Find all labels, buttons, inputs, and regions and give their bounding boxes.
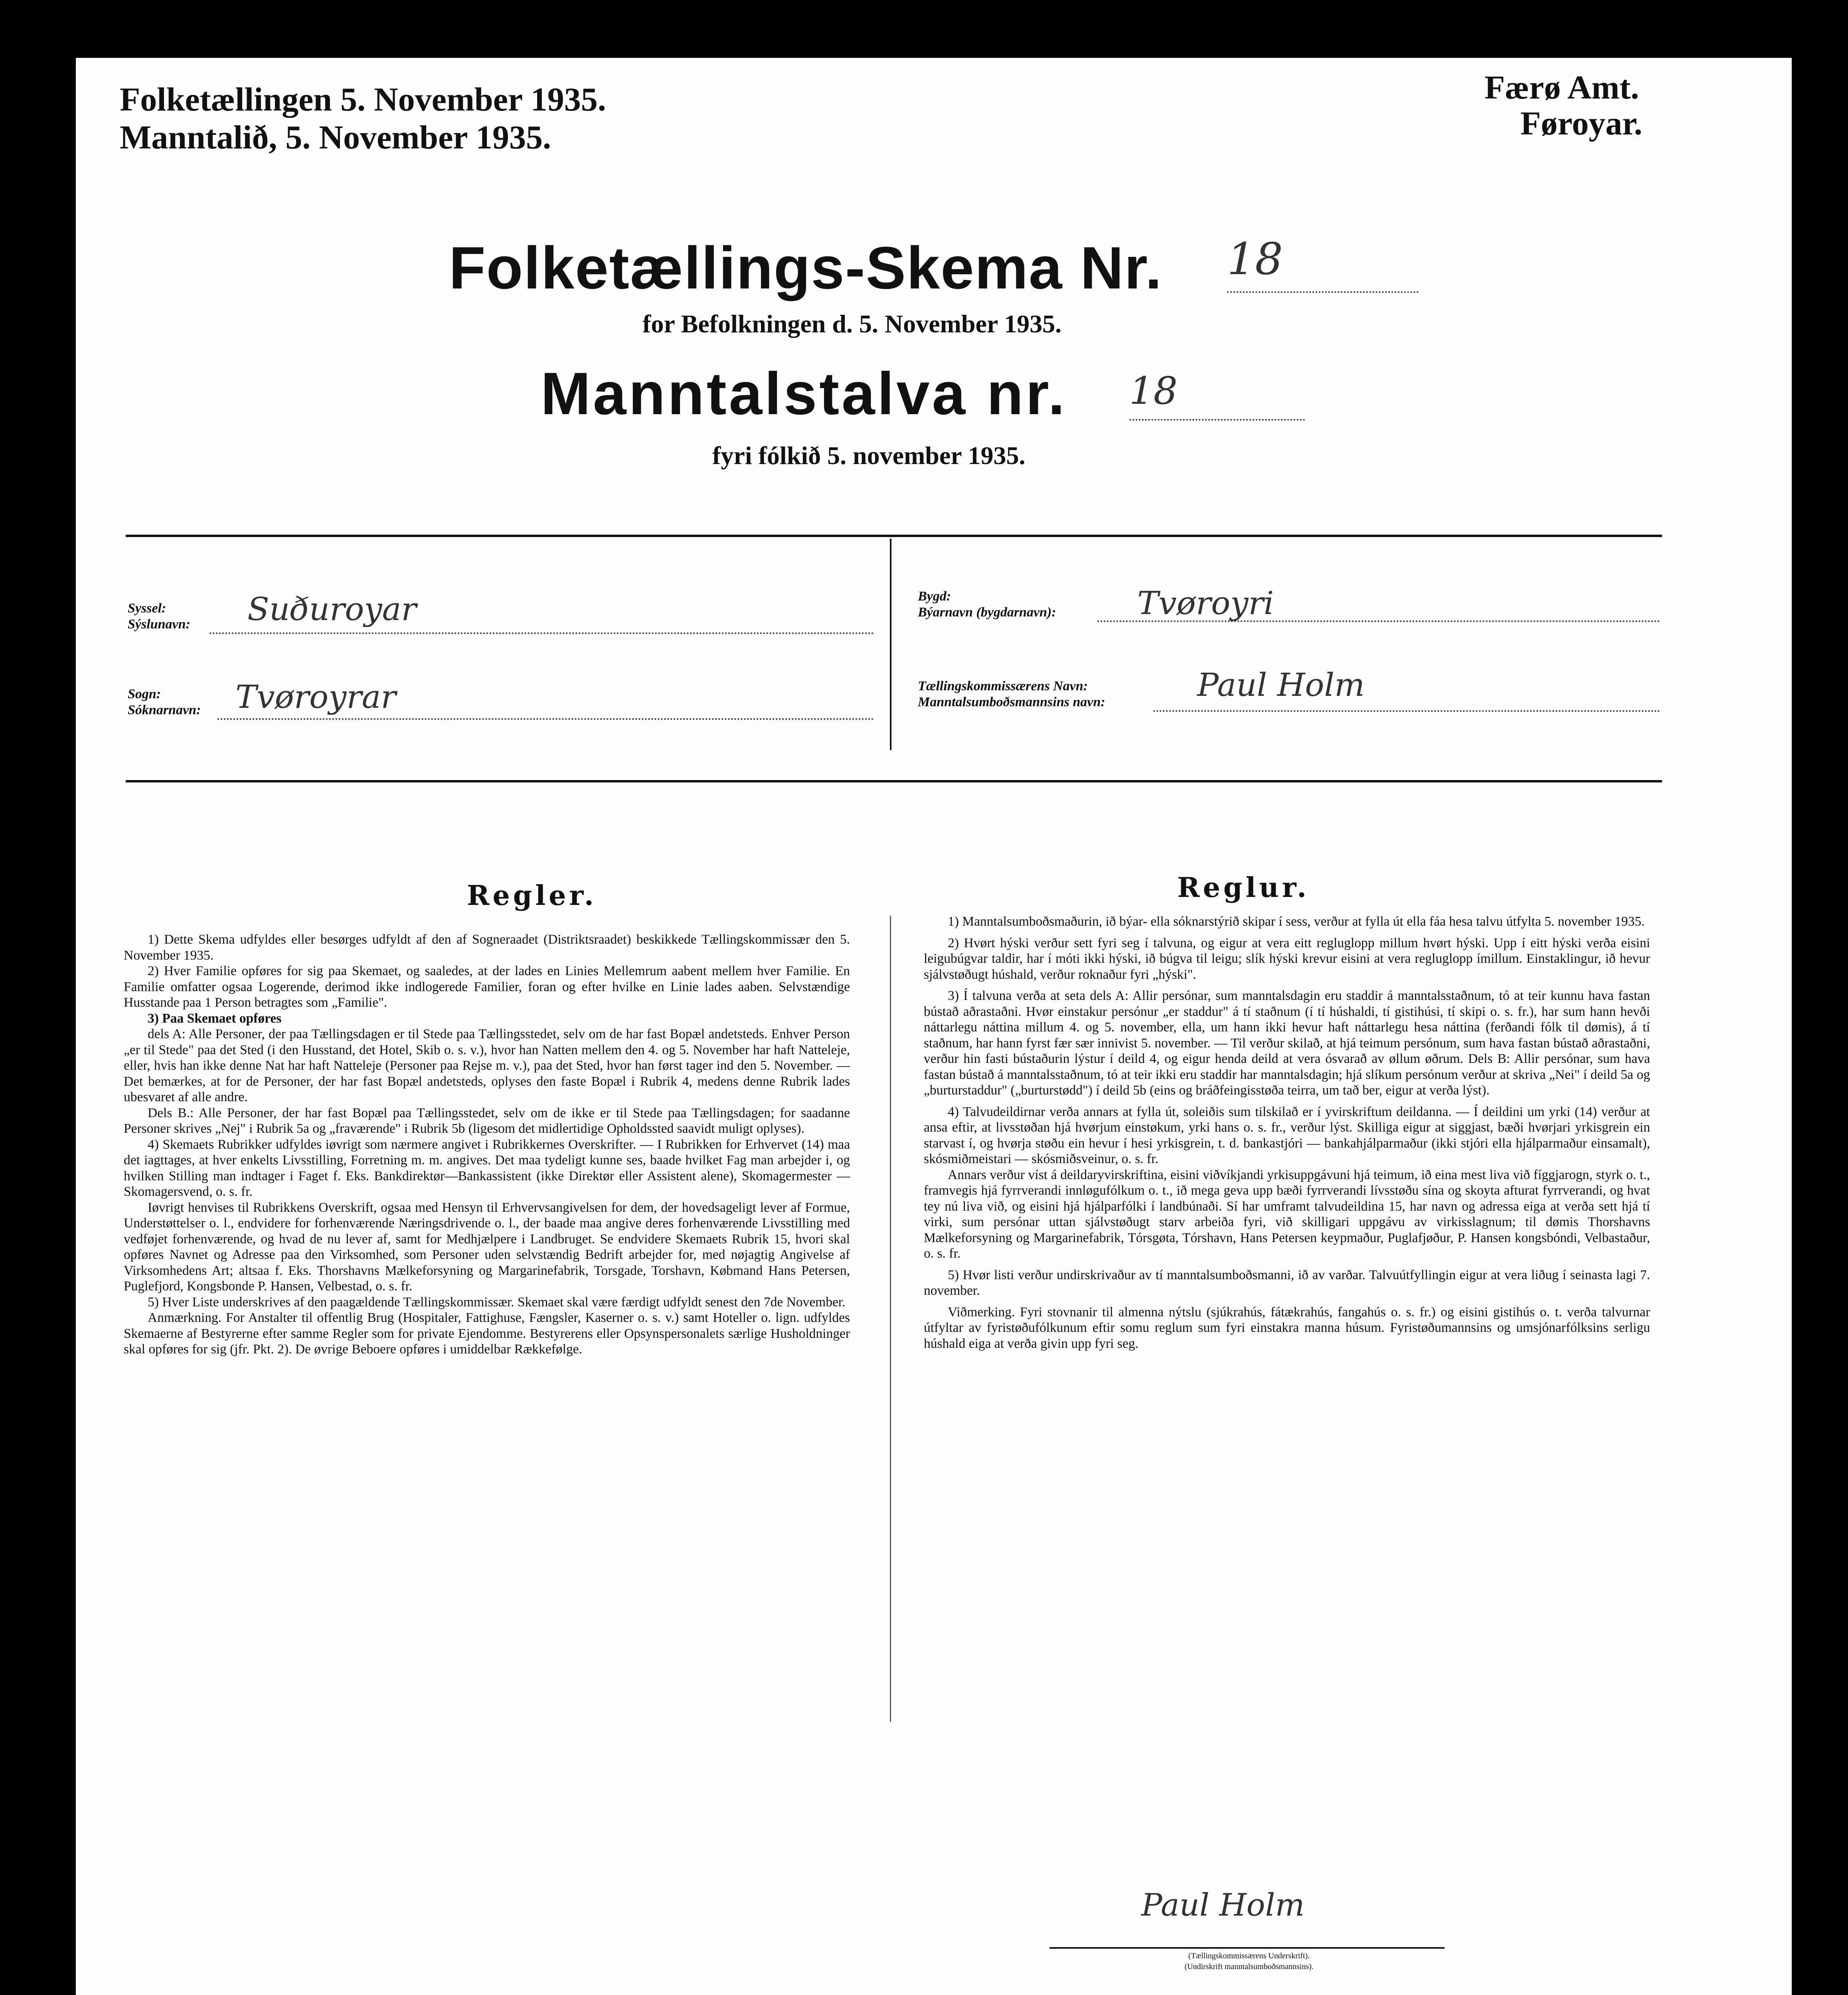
- form-subtitle-danish: for Befolkningen d. 5. November 1935.: [642, 310, 1062, 338]
- syssel-value: Suðuroyar: [247, 591, 417, 628]
- syssel-label-fo: Sýslunavn:: [128, 617, 190, 632]
- header-line-2: Manntalið, 5. November 1935.: [120, 119, 551, 156]
- form-title-faroese: Manntalstalva nr.: [541, 360, 1067, 427]
- reglur-heading: Reglur.: [1177, 872, 1310, 904]
- title-dotted-line: [1129, 419, 1305, 421]
- title-dotted-line: [1227, 291, 1419, 293]
- reglur-paragraph: Annars verður víst á deildaryvirskriftina, eisini viðvíkjandi yrkisuppgávuni hjá teimum, ið eina mest liva við fíggjarogn, styrk o. t., framvegis hjá fyrrverandi innløgufólkum o. t., ið mega geva upp bæði fyrrverandi lívsstøðu sína og skoyta afturat fyrrverandi, og hvat tey nú liva við, og eisini hjá hjálparfólki í landbúnaði. Sí har umframt talvudeildina 15, har navn og adressa eiga at verða sett hjá tí virki, sum persónar uttan sjálvstøðugt starv arbeiða fyri, við skilligari uppgávu av virkisslagnum; til dømis Thorshavns Mælkeforsyning og Margarinefabrik, Tórsgøta, Tórshavn, Hans Petersen keypmaður, Puglafjøður, P. Hansen kongsbóndi, Velbastaður, o. s. fr.: [924, 1167, 1650, 1261]
- sogn-value: Tvøroyrar: [235, 678, 396, 715]
- syssel-line: [210, 632, 874, 634]
- signature: Paul Holm: [1141, 1887, 1305, 1923]
- bygd-label: Bygd:: [918, 589, 951, 604]
- signature-line: [1050, 1947, 1445, 1949]
- rule-bottom: [126, 780, 1662, 782]
- reglur-paragraph: 1) Manntalsumboðsmaðurin, ið býar- ella sóknarstýrið skipar í sess, verður at fylla út ella fáa hesa talvu útfylta 5. november 1935.: [948, 914, 1645, 929]
- reglur-paragraph: 5) Hvør listi verður undirskrivaður av tí manntalsumboðsmanni, ið av varðar. Talvuútfyllingin eigur at vera liðug í seinasta lagi 7. november.: [924, 1267, 1650, 1298]
- region-faroese: Føroyar.: [1520, 105, 1642, 142]
- rule-top: [126, 535, 1662, 537]
- kommissaer-line: [1153, 710, 1660, 712]
- regler-paragraph: Anmærkning. For Anstalter til offentlig Brug (Hospitaler, Fattighuse, Fængsler, Kaserner o. s. v.) samt Hoteller o. lign. udfyldes Skemaerne af Bestyrerne efter samme Regler som for private Ejendomme. Bestyrerens eller Opsynspersonalets særlige Husholdninger skal opføres for sig (jfr. Pkt. 2). De øvrige Beboere opføres i umiddelbar Rækkefølge.: [124, 1310, 850, 1357]
- rule-vertical: [890, 539, 891, 750]
- sogn-label-fo: Sóknarnavn:: [128, 703, 201, 717]
- census-form-sheet: [76, 58, 1792, 1995]
- regler-paragraph: 5) Hver Liste underskrives af den paagældende Tællingskommissær. Skemaet skal være færdigt udfyldt senest den 7de November.: [148, 1294, 846, 1310]
- form-title-danish: Folketællings-Skema Nr.: [449, 234, 1163, 301]
- regler-column: [124, 932, 850, 1357]
- bygd-value: Tvøroyri: [1137, 585, 1274, 622]
- bygd-line: [1097, 620, 1660, 622]
- kommissaer-value: Paul Holm: [1197, 666, 1365, 703]
- reglur-paragraph: 4) Talvudeildirnar verða annars at fylla út, soleiðis sum tilskilað er í yvirskriftum deildanna. — Í deildini um yrki (14) verður at ansa eftir, at livsstøðan hjá hvørjum einstøkum, yrki hans o. s. fr., verður lýst. Skilliga eigur at siggjast, bæði hvørjari yrkisgrein ein starvast í, og hvørja støðu ein hevur í hesi yrkisgrein, t. d. bankastjóri — bankahjálparmaður (ikki stjóri ella hjálparmaður einsamalt), skósmiðmeistari — skósmiðsveinur, o. s. fr.: [924, 1104, 1650, 1166]
- reglur-paragraph: 2) Hvørt hýski verður sett fyri seg í talvuna, og eigur at vera eitt regluglopp millum hvørt hýski. Upp í eitt hýski verða eisini leigubúgvar taldir, har í móti ikki hýski, ið búgva til leigu; slík hýski krevur eisini at vera regluglopp ímillum. Einstaklingur, ið hevur sjálvstøðugt húshald, verður roknaður fyri „hýski".: [924, 935, 1650, 982]
- region-danish: Færø Amt.: [1484, 69, 1639, 106]
- reglur-column: [924, 914, 1650, 1351]
- sogn-line: [217, 718, 874, 720]
- regler-paragraph: 3) Paa Skemaet opføres: [148, 1011, 282, 1026]
- column-divider: [890, 916, 891, 1722]
- signature-caption-da: (Tællingskommissærens Underskrift).: [1188, 1952, 1310, 1960]
- signature-caption-fo: (Undirskrift manntalsumboðsmannsins).: [1184, 1962, 1314, 1971]
- regler-heading: Regler.: [467, 880, 597, 912]
- bygd-label-fo: Býarnavn (bygdarnavn):: [918, 605, 1056, 620]
- syssel-label: Syssel:: [128, 601, 166, 616]
- form-number-faroese: 18: [1129, 369, 1178, 413]
- regler-paragraph: 2) Hver Familie opføres for sig paa Skemaet, og saaledes, at der lades en Linies Mellemrum aabent mellem hver Familie. En Familie omfatter ogsaa Logerende, derimod ikke indlogerede Familier, foran og efter hvilke en Linie lades aaben. Selvstændige Husstande paa 1 Person betragtes som „Familie".: [124, 964, 850, 1010]
- kommissaer-label: Tællingskommissærens Navn:: [918, 679, 1088, 693]
- regler-paragraph: 1) Dette Skema udfyldes eller besørges udfyldt af den af Sogneraadet (Distriktsraadet) beskikkede Tællingskommissær den 5. November 1935.: [124, 932, 850, 963]
- form-subtitle-faroese: fyri fólkið 5. november 1935.: [712, 441, 1026, 470]
- regler-paragraph: Dels B.: Alle Personer, der har fast Bopæl paa Tællingsstedet, selv om de ikke er til Stede paa Tællingsdagen; for saadanne Personer skrives „Nej" i Rubrik 5a og „fraværende" i Rubrik 5b (ligesom det midlertidige Opholdssted saavidt muligt oplyses).: [124, 1105, 850, 1136]
- header-line-1: Folketællingen 5. November 1935.: [120, 81, 606, 118]
- regler-paragraph: 4) Skemaets Rubrikker udfyldes iøvrigt som nærmere angivet i Rubrikkernes Overskrifter. — I Rubrikken for Erhvervet (14) maa det iagttages, at hver enkelts Livsstilling, Forretning m. m. angives. Det maa tydeligt kunne ses, baade hvilket Fag man arbejder i, og hvilken Stilling man indtager i Faget f. Eks. Bankdirektør—Bankassistent (ikke Direktør eller Assistent alene), Skomagermester — Skomagersvend, o. s. fr.: [124, 1137, 850, 1199]
- reglur-paragraph: 3) Í talvuna verða at seta dels A: Allir persónar, sum manntalsdagin eru staddir á manntalsstaðnum, tó at teir kunnu hava fastan bústað aðrastaðni. Hvør einstakur persónur „er staddur" á tí staðnum (í tí húshaldi, tí gistihúsi, tí skipi o. s. fr.), har sum hann hevði náttarlegu náttina millum 4. og 5. november, ella, um hann ikki hevur haft náttarlegu hesa náttina (ferðandi fólk til dømis), á tí staðnum, har hann fyrst fær sær innivist 5. november. — Til verður skilað, at hjá teimum persónum, sum hava fastan bústað aðrastaðni, verður hin fasti bústaðurin lýstur í deild 4, og eigur henda deild at vera ósvarað av øllum øðrum. Dels B: Allir persónar, sum hava fastan bústað á manntalsstaðnum, tó at teir ikki eru staddir har manntalsdagin; hjá slíkum persónum verður at skriva „Nei" í deild 5a og „burturstaddur" („burturstødd") í deild 5b (eins og bráðfeingisstøða teirra, um tað ber, eigur at verða lýst).: [924, 988, 1650, 1098]
- form-number-danish: 18: [1227, 233, 1283, 284]
- regler-paragraph: dels A: Alle Personer, der paa Tællingsdagen er til Stede paa Tællingsstedet, selv om de har fast Bopæl andetsteds. Enhver Person „er til Stede" paa det Sted (i den Husstand, det Hotel, Skib o. s. v.), hvor han Natten mellem den 4. og 5. November har haft Natteleje, eller, hvis han ikke denne Nat har haft Natteleje (Personer paa Rejse m. v.), paa det Sted, hvor han først tager ind den 5. November. — Det bemærkes, at for de Personer, der har fast Bopæl andetsteds, oplyses den faste Bopæl i Rubrik 4, medens denne Rubrik lades ubesvaret af alle andre.: [124, 1027, 850, 1104]
- sogn-label: Sogn:: [128, 687, 161, 701]
- kommissaer-label-fo: Manntalsumboðsmannsins navn:: [918, 695, 1105, 709]
- reglur-paragraph: Viðmerking. Fyri stovnanir til almenna nýtslu (sjúkrahús, fátækrahús, fangahús o. s. fr.) og eisini gistihús o. t. verða talvurnar útfyltar av fyristøðufólkunum eftir somu reglum sum fyri einstakra manna húsum. Fyristøðumannsins og umsjónarfólksins serligu húshald eiga at verða givin upp fyri seg.: [924, 1304, 1650, 1351]
- regler-paragraph: Iøvrigt henvises til Rubrikkens Overskrift, ogsaa med Hensyn til Erhvervsangivelsen for dem, der hovedsageligt lever af Formue, Understøttelser o. l., endvidere for forhenværende Næringsdrivende o. l., der baade maa angive deres forhenværende Livsstilling med vedføjet forhenværende, og hvad de nu lever af, samt for Medhjælpere i Landbruget. Se endvidere Skemaets Rubrik 15, hvori skal opføres Navnet og Adresse paa den Virksomhed, som Personer uden selvstændig Bedrift arbejder for, med nøjagtig Angivelse af Virksomhedens Art; altsaa f. Eks. Thorshavns Mælkeforsyning og Margarinefabrik, Torsgade, Torshavn, Købmand Hans Petersen, Puglefjord, Kongsbonde P. Hansen, Velbestad, o. s. fr.: [124, 1200, 850, 1294]
